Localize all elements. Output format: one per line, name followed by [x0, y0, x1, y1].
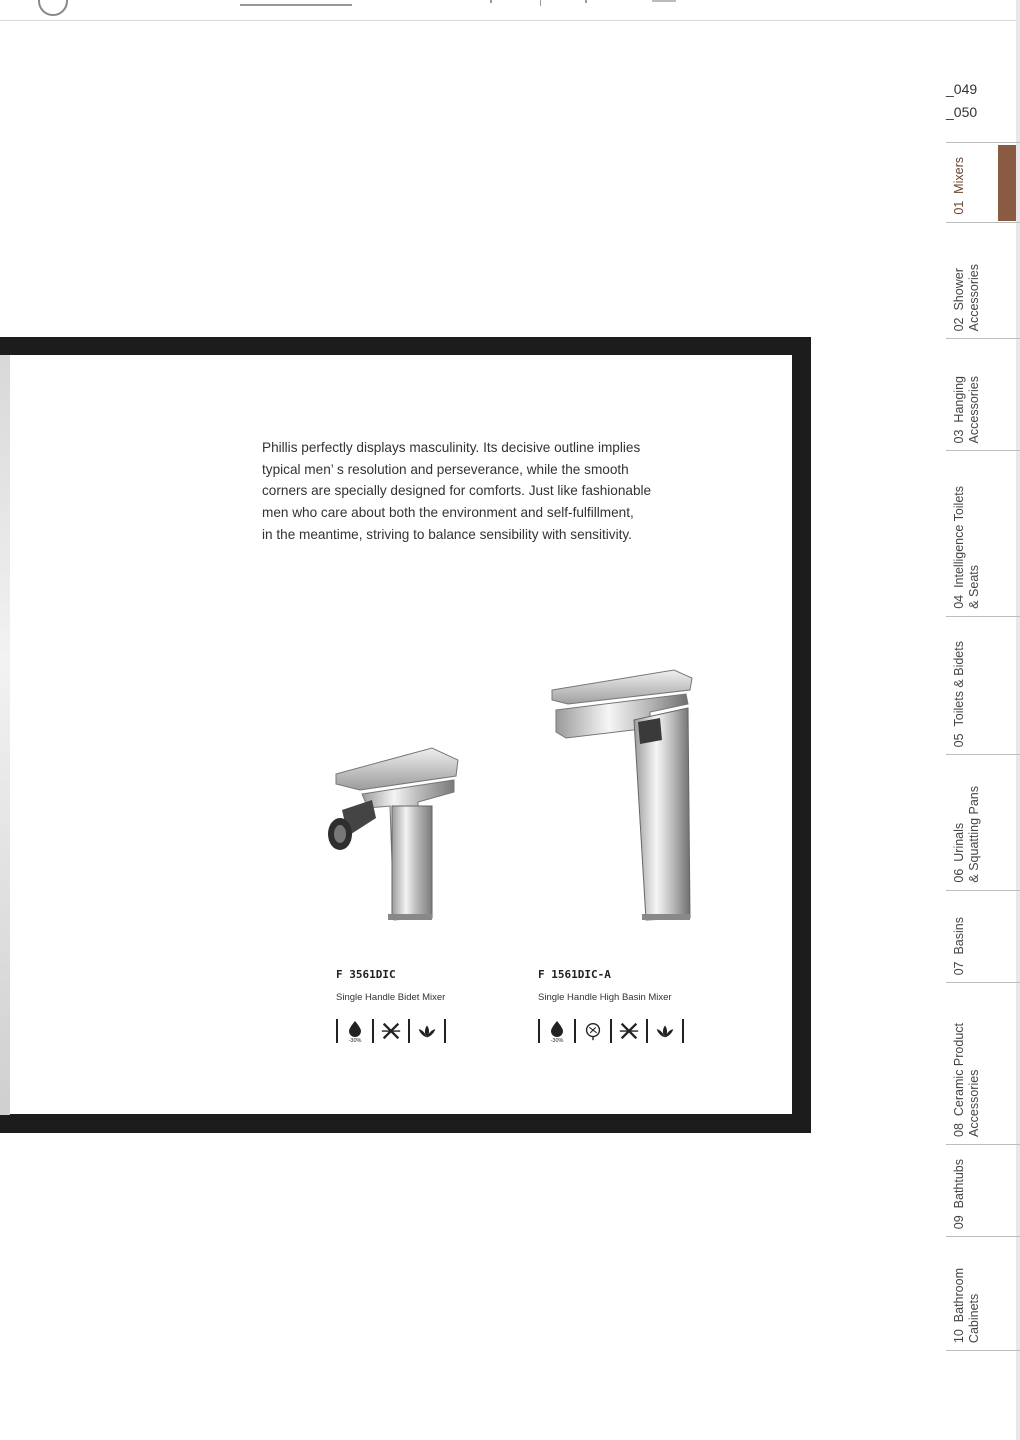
page-numbers — [946, 78, 977, 124]
product-code: F 3561DIC — [336, 968, 396, 981]
tab-label: 03 Hanging Accessories — [952, 375, 981, 443]
lotus-icon — [654, 1019, 676, 1043]
tab-label: 08 Ceramic Product Accessories — [952, 1023, 981, 1137]
description-line: typical men’ s resolution and perseverance, while the smooth — [262, 461, 629, 477]
tab-label: 04 Intelligence Toilets & Seats — [952, 486, 981, 609]
tab-ceramic-accessories[interactable] — [946, 982, 1020, 1145]
tab-label: 01 Mixers — [952, 157, 966, 215]
circle-icon — [38, 0, 68, 16]
high-basin-mixer-image — [550, 668, 698, 922]
tab-toilets-bidets[interactable] — [946, 616, 1020, 755]
tab-urinals[interactable] — [946, 754, 1020, 891]
feature-icons — [532, 1018, 690, 1044]
description-line: men who care about both the environment and self-fulfillment, — [262, 505, 634, 521]
product-description — [262, 437, 732, 546]
toolbar-box — [652, 0, 676, 2]
frame-edge — [0, 355, 10, 1115]
tab-basins[interactable] — [946, 890, 1020, 983]
tab-bathtubs[interactable] — [946, 1144, 1020, 1237]
tab-label: 05 Toilets & Bidets — [952, 640, 966, 747]
page-number-right: _050 — [946, 104, 978, 120]
product-name: Single Handle Bidet Mixer — [336, 992, 446, 1003]
description-line: in the meantime, striving to balance sensibility with sensitivity. — [262, 526, 632, 542]
bidet-mixer-image — [322, 744, 464, 922]
active-tab-marker — [998, 145, 1016, 221]
cartridge-icon — [582, 1019, 604, 1043]
page-number-left: _049 — [946, 81, 978, 97]
cross-tools-icon — [618, 1019, 640, 1043]
tab-label: 10 Bathroom Cabinets — [952, 1267, 981, 1343]
tab-bathroom-cabinets[interactable] — [946, 1236, 1020, 1351]
tab-label: 07 Basins — [952, 916, 966, 975]
toolbar-mark — [490, 0, 492, 3]
product-name: Single Handle High Basin Mixer — [538, 992, 672, 1003]
description-line: corners are specially designed for comforts. Just like fashionable — [262, 483, 652, 499]
toolbar-mark — [585, 0, 587, 3]
tab-label: 02 Shower Accessories — [952, 263, 981, 331]
product-code: F 1561DIC-A — [538, 968, 611, 981]
top-toolbar — [0, 0, 1020, 21]
tab-intelligence-toilets[interactable] — [946, 450, 1020, 617]
toolbar-underline — [240, 4, 352, 6]
description-line: Phillis perfectly displays masculinity. Its decisive outline implies — [262, 440, 641, 455]
water-saving-label: -30% — [550, 1038, 564, 1043]
feature-icons — [330, 1018, 452, 1044]
tab-label: 06 Urinals & Squatting Pans — [952, 786, 981, 883]
water-saving-label: -30% — [348, 1038, 362, 1043]
tab-shower-accessories[interactable] — [946, 222, 1020, 339]
water-saving-icon — [546, 1019, 568, 1043]
lotus-icon — [416, 1019, 438, 1043]
tabs-end-rule — [946, 1350, 1020, 1351]
water-saving-icon — [344, 1019, 366, 1043]
toolbar-divider — [540, 0, 541, 6]
tab-label: 09 Bathtubs — [952, 1158, 966, 1229]
tab-mixers[interactable] — [946, 142, 1020, 223]
cross-tools-icon — [380, 1019, 402, 1043]
tab-hanging-accessories[interactable] — [946, 338, 1020, 451]
